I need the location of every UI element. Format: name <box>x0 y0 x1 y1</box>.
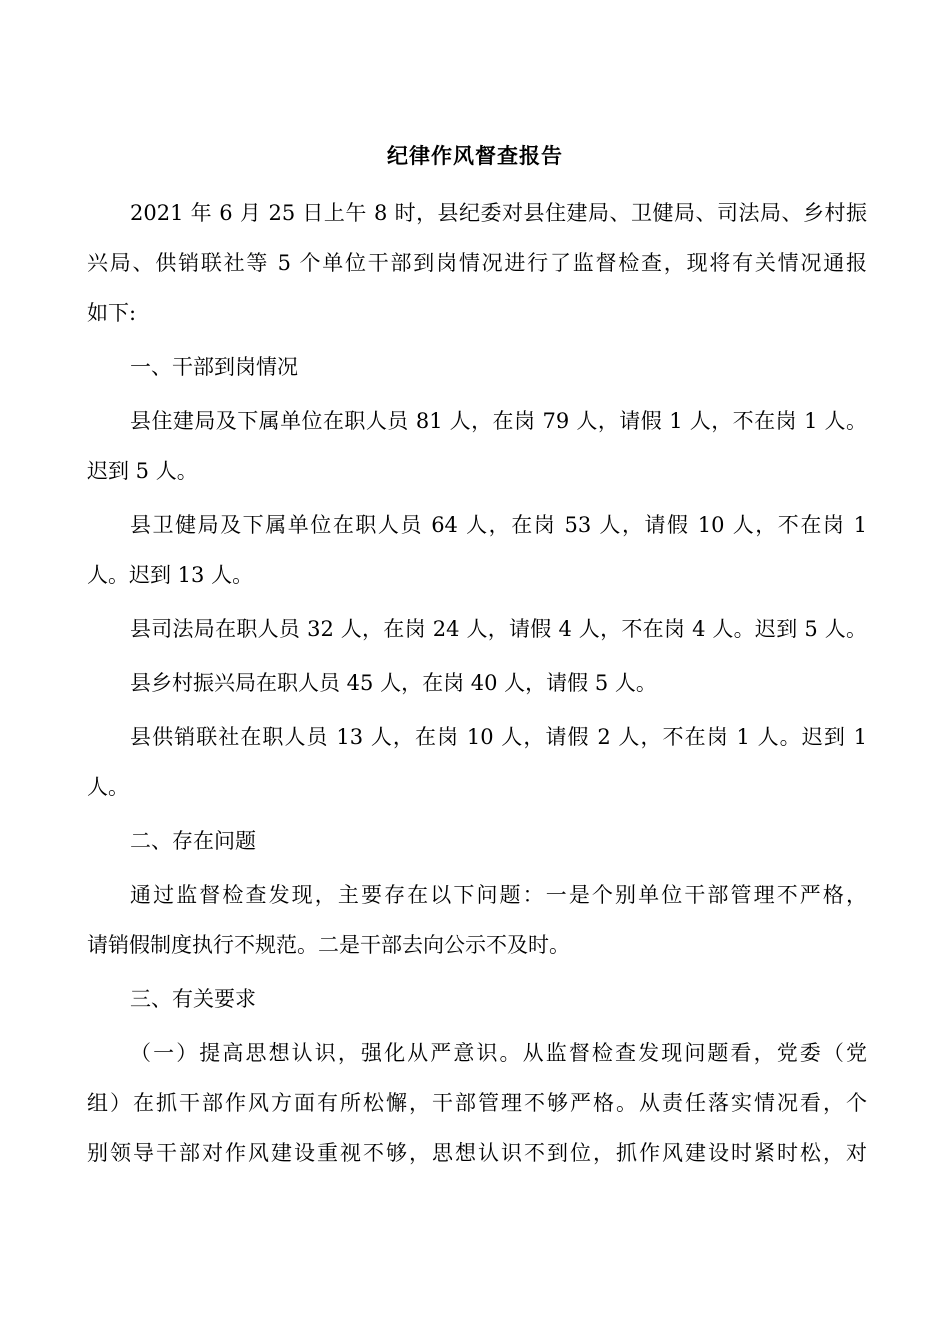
paragraph-line: 县乡村振兴局在职人员 45 人，在岗 40 人，请假 5 人。 <box>130 671 657 695</box>
paragraph-line: 通过监督检查发现，主要存在以下问题：一是个别单位干部管理不严格， <box>130 883 867 907</box>
paragraph-line: 人。 <box>87 775 129 799</box>
section-heading: 一、干部到岗情况 <box>130 355 298 379</box>
paragraph-line: 县供销联社在职人员 13 人，在岗 10 人，请假 2 人，不在岗 1 人。迟到 1 <box>130 725 867 749</box>
section-heading: 二、存在问题 <box>130 829 256 853</box>
paragraph-line: 县司法局在职人员 32 人，在岗 24 人，请假 4 人，不在岗 4 人。迟到 5 人。 <box>130 617 867 641</box>
paragraph-line: 人。迟到 13 人。 <box>87 563 254 587</box>
paragraph-line: 县卫健局及下属单位在职人员 64 人，在岗 53 人，请假 10 人，不在岗 1 <box>130 513 867 537</box>
paragraph-line: 别领导干部对作风建设重视不够，思想认识不到位，抓作风建设时紧时松，对 <box>87 1141 867 1165</box>
paragraph-line: 县住建局及下属单位在职人员 81 人，在岗 79 人，请假 1 人，不在岗 1 人。 <box>130 409 867 433</box>
paragraph-line: 兴局、供销联社等 5 个单位干部到岗情况进行了监督检查，现将有关情况通报 <box>87 251 867 275</box>
paragraph-line: 2021 年 6 月 25 日上午 8 时，县纪委对县住建局、卫健局、司法局、乡村振 <box>130 201 867 225</box>
paragraph-line: 迟到 5 人。 <box>87 459 198 483</box>
paragraph-line: 请销假制度执行不规范。二是干部去向公示不及时。 <box>87 933 570 957</box>
paragraph-line: （一）提高思想认识，强化从严意识。从监督检查发现问题看，党委（党 <box>130 1041 867 1065</box>
section-heading: 三、有关要求 <box>130 987 256 1011</box>
paragraph-line: 组）在抓干部作风方面有所松懈，干部管理不够严格。从责任落实情况看，个 <box>87 1091 867 1115</box>
document-title: 纪律作风督查报告 <box>387 143 563 168</box>
paragraph-line: 如下: <box>87 301 137 325</box>
